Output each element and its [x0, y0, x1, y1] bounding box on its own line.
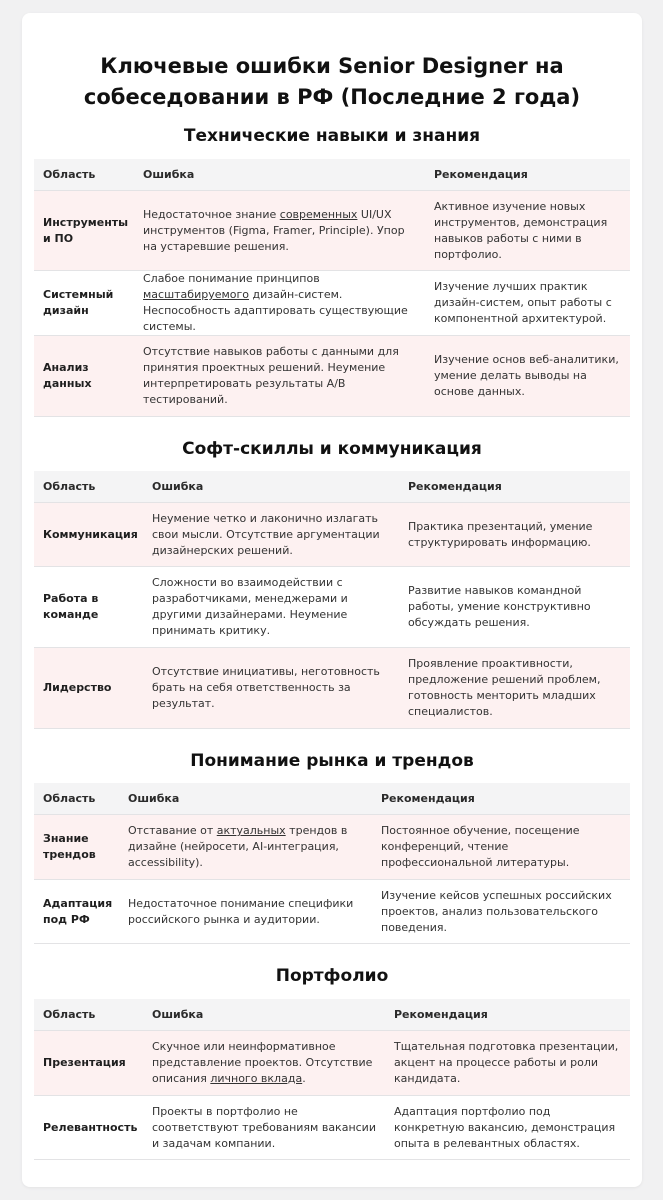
row-recommendation: Адаптация портфолио под конкретную вакансию, демонстрация опыта в релевантных областях.: [394, 1104, 616, 1150]
col-header-area: Область: [43, 1007, 96, 1021]
row-error: Отсутствие навыков работы с данными для принятия проектных решений. Неумение интерпретировать результаты A/B тестирований.: [143, 345, 399, 406]
col-header-error: Ошибка: [143, 167, 195, 181]
col-header-error: Ошибка: [152, 479, 204, 493]
underlined-term: масштабируемого: [143, 288, 250, 301]
table-header-row: [34, 783, 630, 815]
table-portfolio: [34, 999, 630, 1160]
table-header-row: [34, 159, 630, 191]
content-card: [22, 13, 642, 1187]
row-error: Слабое понимание принципов масштабируемого дизайн-систем. Неспособность адаптировать существующие системы.: [143, 272, 408, 333]
table-header-row: [34, 471, 630, 503]
table-row: [34, 567, 630, 648]
row-recommendation: Изучение основ веб-аналитики, умение делать выводы на основе данных.: [434, 353, 619, 398]
table-header-row: [34, 999, 630, 1031]
row-recommendation: Практика презентаций, умение структурировать информацию.: [408, 519, 593, 549]
row-area: Релевантность: [43, 1120, 138, 1134]
row-error: Недостаточное знание современных UI/UX инструментов (Figma, Framer, Principle). Упор на устаревшие решения.: [143, 207, 405, 253]
table-technical: [34, 159, 630, 417]
row-error: Недостаточное понимание специфики российского рынка и аудитории.: [128, 896, 354, 926]
col-header-error: Ошибка: [128, 791, 180, 805]
table-row: [34, 191, 630, 271]
row-error: Скучное или неинформативное представление проектов. Отсутствие описания личного вклада.: [152, 1040, 373, 1085]
col-header-recommendation: Рекомендация: [408, 479, 502, 493]
row-error: Отсутствие инициативы, неготовность брать на себя ответственность за результат.: [152, 665, 380, 710]
underlined-term: личного вклада: [210, 1072, 303, 1085]
row-area: Презентация: [43, 1056, 126, 1069]
col-header-recommendation: Рекомендация: [434, 167, 528, 181]
table-soft-skills: [34, 471, 630, 729]
col-header-area: Область: [43, 479, 96, 493]
underlined-term: актуальных: [216, 824, 286, 837]
page-title: [22, 51, 642, 113]
row-area: Коммуникация: [43, 527, 138, 541]
col-header-recommendation: Рекомендация: [394, 1007, 488, 1021]
table-row: [34, 880, 630, 944]
table-row: [34, 1096, 630, 1160]
row-error: Отставание от актуальных трендов в дизайне (нейросети, AI-интеграция, accessibility).: [128, 824, 348, 869]
row-error: Сложности во взаимодействии с разработчиками, менеджерами и другими дизайнерами. Неумение принимать критику.: [152, 576, 348, 637]
row-area: Системный дизайн: [43, 288, 114, 317]
col-header-recommendation: Рекомендация: [381, 791, 475, 805]
col-header-error: Ошибка: [152, 1007, 204, 1021]
row-area: Работа в команде: [43, 592, 99, 621]
section-title-market: Понимание рынка и трендов: [190, 751, 474, 771]
section-title-technical: Технические навыки и знания: [183, 126, 481, 146]
row-area: Анализ данных: [43, 361, 92, 390]
row-area: Знание трендов: [43, 832, 96, 861]
table-row: [34, 815, 630, 880]
page-title-line1: Ключевые ошибки Senior Designer на: [100, 54, 564, 78]
row-area: Инструменты и ПО: [43, 215, 129, 245]
row-recommendation: Тщательная подготовка презентации, акцент на процессе работы и роли кандидата.: [394, 1040, 619, 1085]
row-area: Лидерство: [43, 681, 112, 694]
section-title-soft-skills: Софт-скиллы и коммуникация: [182, 439, 482, 459]
table-row: [34, 336, 630, 417]
row-recommendation: Развитие навыков командной работы, умение конструктивно обсуждать решения.: [408, 584, 591, 629]
row-recommendation: Постоянное обучение, посещение конференций, чтение профессиональной литературы.: [381, 824, 580, 869]
row-error: Неумение четко и лаконично излагать свои мысли. Отсутствие аргументации дизайнерских решений.: [152, 511, 380, 557]
page-title-line2: собеседовании в РФ (Последние 2 года): [83, 85, 581, 109]
row-recommendation: Изучение кейсов успешных российских проектов, анализ пользовательского поведения.: [381, 888, 612, 934]
table-row: [34, 1031, 630, 1096]
row-area: Адаптация под РФ: [43, 896, 113, 926]
row-recommendation: Изучение лучших практик дизайн-систем, опыт работы с компонентной архитектурой.: [434, 280, 612, 325]
col-header-area: Область: [43, 791, 96, 805]
table-row: [34, 271, 630, 336]
col-header-area: Область: [43, 167, 96, 181]
section-title-portfolio: Портфолио: [275, 966, 389, 986]
underlined-term: современных: [279, 207, 358, 221]
row-error: Проекты в портфолио не соответствуют требованиям вакансии и задачам компании.: [152, 1104, 376, 1150]
table-row: [34, 648, 630, 729]
table-market: [34, 783, 630, 944]
row-recommendation: Проявление проактивности, предложение решений проблем, готовность менторить младших специалистов.: [408, 657, 601, 718]
table-row: [34, 503, 630, 567]
row-recommendation: Активное изучение новых инструментов, демонстрация навыков работы с ними в портфолио.: [434, 199, 608, 261]
